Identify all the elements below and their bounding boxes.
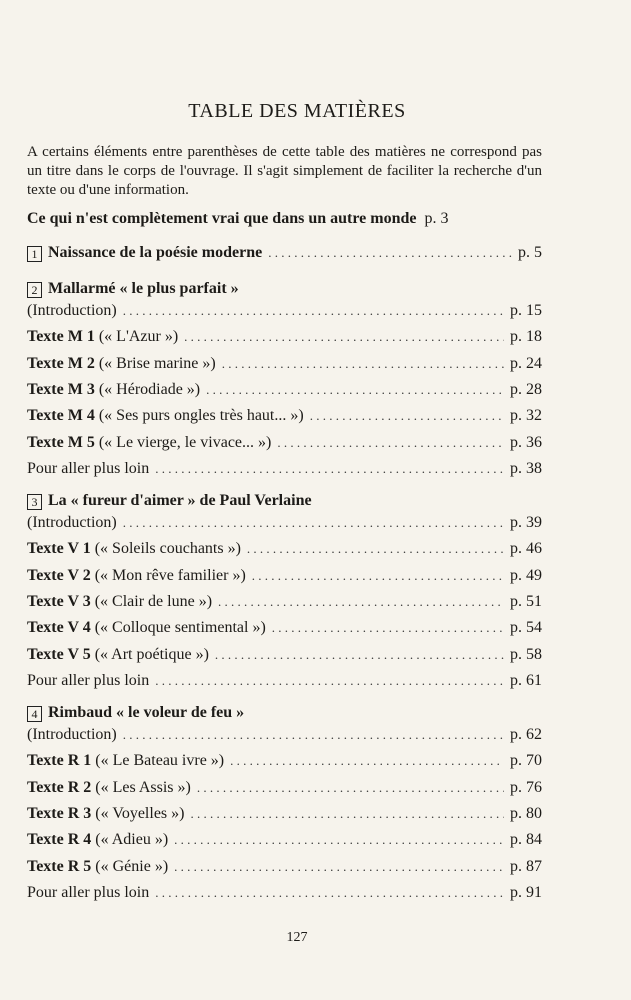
text-code: Texte V 2	[27, 566, 91, 584]
text-code: Texte R 3	[27, 804, 92, 822]
toc-entry-label: (« Mon rêve familier »)	[94, 566, 246, 584]
toc-entry-label: (« L'Azur »)	[98, 328, 179, 346]
toc-entry-page: p. 5	[518, 244, 542, 261]
toc-entry-preface	[27, 210, 542, 234]
toc-entry	[27, 884, 542, 908]
toc-entry-label: (Introduction)	[27, 514, 117, 531]
text-code: Texte M 5	[27, 433, 95, 451]
toc-entry-label: (« Clair de lune »)	[94, 592, 213, 610]
leader-dots	[174, 832, 504, 848]
toc-entry	[27, 407, 542, 431]
toc-entry-label: (« Ses purs ongles très haut... »)	[98, 407, 304, 425]
toc-entry-page: p. 70	[510, 752, 542, 770]
leader-dots	[123, 303, 504, 319]
toc-entry-page: p. 3	[424, 210, 449, 227]
toc-entry-page: p. 49	[510, 566, 542, 584]
leader-dots	[123, 727, 504, 743]
text-code: Texte M 3	[27, 380, 95, 398]
toc-entry	[27, 805, 542, 829]
toc-entry	[27, 726, 542, 750]
text-code: Texte V 3	[27, 592, 91, 610]
leader-dots	[197, 780, 504, 796]
leader-dots	[155, 461, 504, 477]
toc-entry-page: p. 54	[510, 619, 542, 637]
toc-entry-label: (Introduction)	[27, 726, 117, 743]
toc-entry-page: p. 61	[510, 671, 542, 689]
toc-entry-label: (« Le Bateau ivre »)	[95, 752, 225, 770]
section-heading-text: Mallarmé « le plus parfait »	[48, 280, 239, 297]
toc-entry-page: p. 39	[510, 514, 542, 531]
section-heading	[27, 704, 244, 722]
toc-entry	[27, 381, 542, 405]
toc-entry-label: (« Génie »)	[95, 857, 169, 875]
page-number: 127	[286, 930, 308, 945]
toc-entry	[27, 434, 542, 458]
toc-entry	[27, 540, 542, 564]
leader-dots	[268, 245, 512, 261]
toc-entry	[27, 328, 542, 352]
chapter-number-box: 2	[27, 282, 42, 298]
toc-entry-page: p. 87	[510, 857, 542, 875]
text-code: Texte M 2	[27, 354, 95, 372]
page-title: TABLE DES MATIÈRES	[188, 100, 406, 122]
toc-entry-label: (« Colloque sentimental »)	[94, 619, 266, 637]
toc-entry	[27, 302, 542, 326]
leader-dots	[174, 859, 504, 875]
toc-entry-chapter-1	[27, 244, 542, 268]
text-code: Texte M 1	[27, 328, 95, 346]
section-heading-text: La « fureur d'aimer » de Paul Verlaine	[48, 492, 312, 509]
section-heading	[27, 280, 239, 298]
leader-dots	[184, 329, 504, 345]
leader-dots	[123, 515, 504, 531]
toc-entry	[27, 672, 542, 696]
toc-entry	[27, 858, 542, 882]
toc-entry-page: p. 18	[510, 328, 542, 346]
text-code: Texte R 4	[27, 831, 92, 849]
leader-dots	[190, 806, 504, 822]
toc-entry-page: p. 36	[510, 433, 542, 451]
chapter-number-box: 3	[27, 494, 42, 510]
toc-entry-page: p. 76	[510, 778, 542, 796]
toc-entry	[27, 752, 542, 776]
intro-paragraph: A certains éléments entre parenthèses de cette table des matières ne correspond pas un titre dans le corps de l'ouvrage. Il s'agit simplement de faciliter la recherche d'un texte ou d'une information.	[27, 144, 542, 198]
toc-entry-label: (« Soleils couchants »)	[94, 540, 241, 558]
toc-entry-page: p. 91	[510, 883, 542, 901]
text-code: Texte R 2	[27, 778, 92, 796]
leader-dots	[230, 753, 504, 769]
text-code: Texte V 1	[27, 540, 91, 558]
toc-entry-label: Pour aller plus loin	[27, 671, 150, 689]
leader-dots	[272, 620, 504, 636]
toc-entry-page: p. 28	[510, 380, 542, 398]
toc-entry	[27, 646, 542, 670]
toc-entry-page: p. 62	[510, 726, 542, 743]
toc-entry-page: p. 15	[510, 302, 542, 319]
toc-entry-page: p. 51	[510, 592, 542, 610]
toc-entry-page: p. 46	[510, 540, 542, 558]
text-code: Texte M 4	[27, 407, 95, 425]
toc-entry-label: Ce qui n'est complètement vrai que dans un autre monde	[27, 210, 417, 227]
toc-entry-label: (« Brise marine »)	[98, 354, 216, 372]
text-code: Texte V 4	[27, 619, 91, 637]
leader-dots	[310, 408, 504, 424]
leader-dots	[247, 541, 504, 557]
toc-entry-label: (« Art poétique »)	[94, 645, 209, 663]
text-code: Texte R 5	[27, 857, 92, 875]
toc-entry-label: (« Adieu »)	[95, 831, 169, 849]
toc-entry	[27, 514, 542, 538]
toc-entry	[27, 355, 542, 379]
leader-dots	[222, 356, 504, 372]
toc-entry-page: p. 80	[510, 804, 542, 822]
toc-entry-page: p. 24	[510, 354, 542, 372]
leader-dots	[206, 382, 504, 398]
leader-dots	[215, 647, 504, 663]
toc-entry	[27, 619, 542, 643]
toc-entry-label: (« Voyelles »)	[95, 804, 185, 822]
toc-entry	[27, 831, 542, 855]
toc-entry-label: Pour aller plus loin	[27, 883, 150, 901]
text-code: Texte V 5	[27, 645, 91, 663]
toc-entry	[27, 593, 542, 617]
toc-entry-label: Pour aller plus loin	[27, 459, 150, 477]
leader-dots	[218, 594, 504, 610]
toc-entry	[27, 460, 542, 484]
toc-entry-label: (« Le vierge, le vivace... »)	[98, 433, 272, 451]
leader-dots	[252, 568, 504, 584]
chapter-number-box: 1	[27, 246, 42, 262]
toc-entry-page: p. 84	[510, 831, 542, 849]
section-heading-text: Rimbaud « le voleur de feu »	[48, 704, 245, 721]
leader-dots	[155, 885, 504, 901]
toc-entry-label: Naissance de la poésie moderne	[48, 244, 263, 261]
text-code: Texte R 1	[27, 752, 92, 770]
toc-entry-page: p. 38	[510, 459, 542, 477]
toc-entry	[27, 567, 542, 591]
toc-entry	[27, 779, 542, 803]
toc-entry-label: (« Hérodiade »)	[98, 380, 201, 398]
toc-entry-page: p. 58	[510, 645, 542, 663]
toc-entry-label: (« Les Assis »)	[95, 778, 191, 796]
toc-entry-label: (Introduction)	[27, 302, 117, 319]
toc-entry-page: p. 32	[510, 407, 542, 425]
section-heading	[27, 492, 312, 510]
leader-dots	[155, 673, 504, 689]
chapter-number-box: 4	[27, 706, 42, 722]
leader-dots	[277, 435, 504, 451]
